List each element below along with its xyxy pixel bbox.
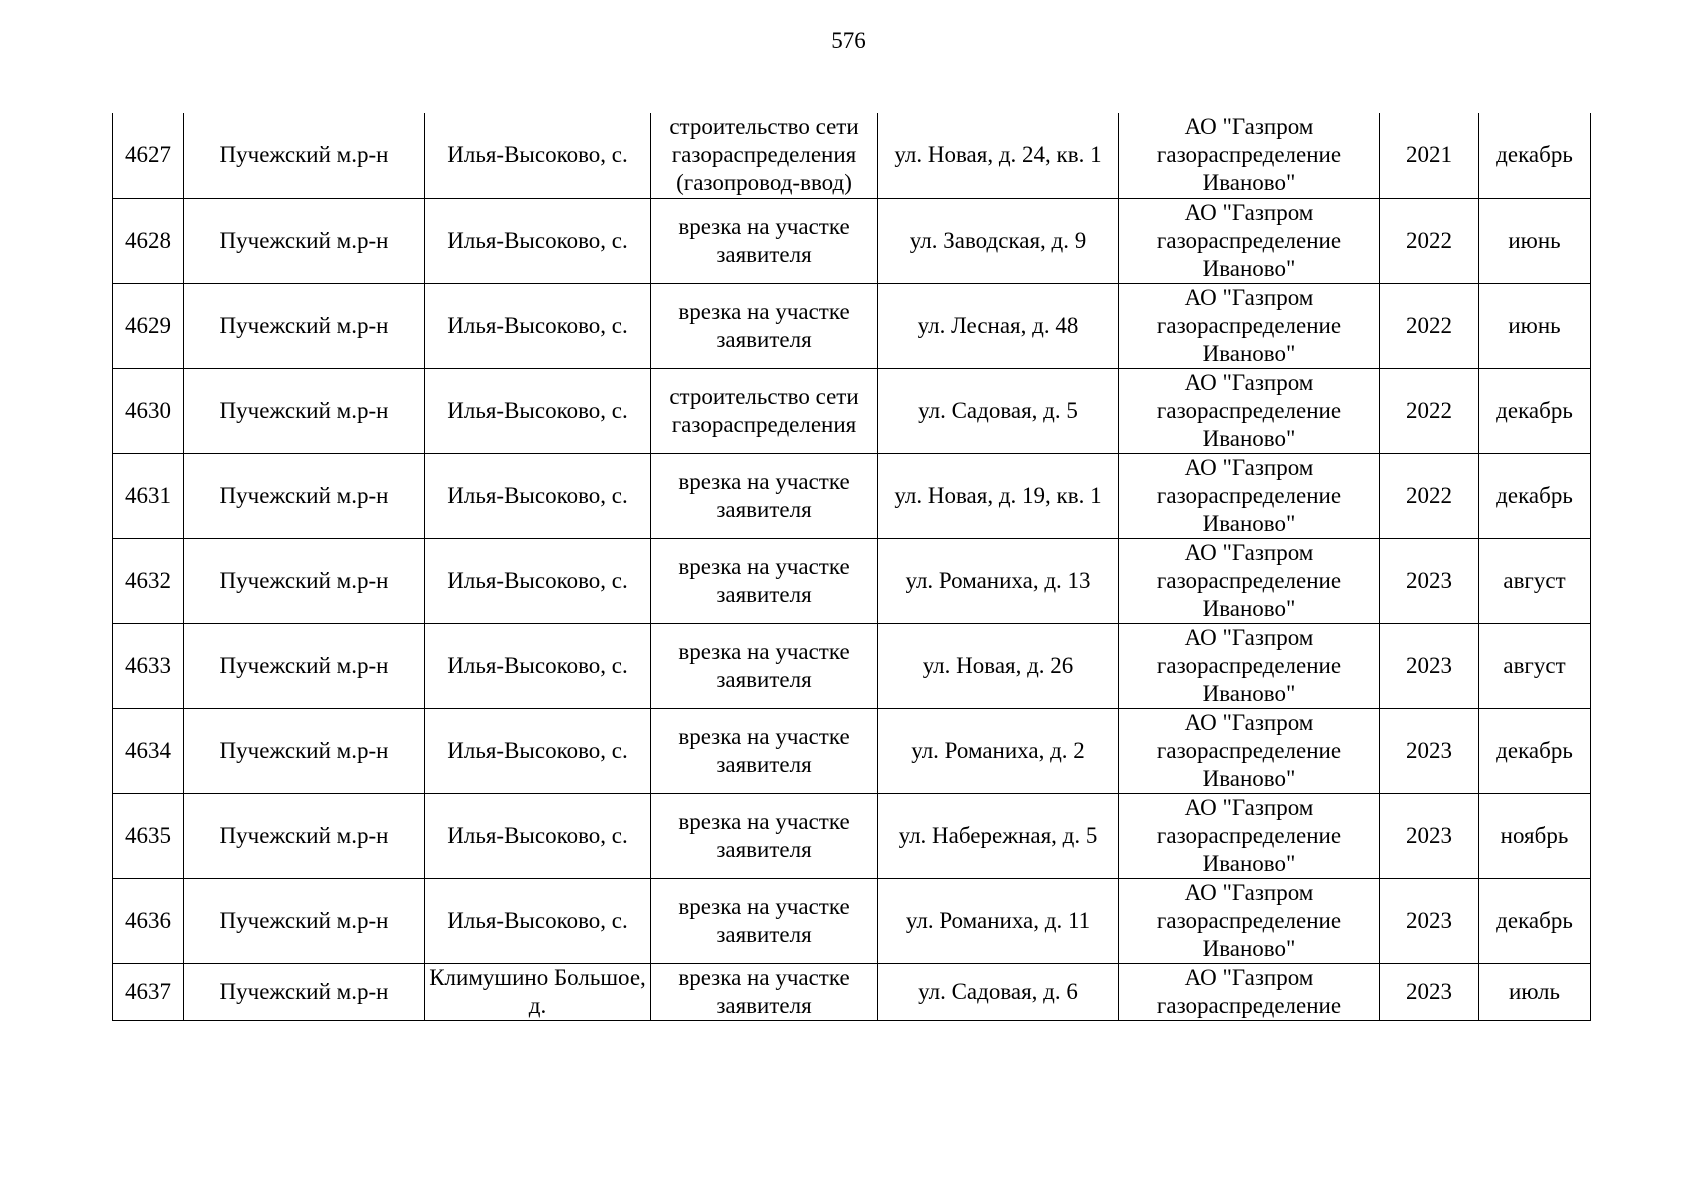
table-row <box>113 963 1591 1020</box>
cell-locality: Илья-Высоково, с. <box>425 538 651 623</box>
cell-district: Пучежский м.р-н <box>184 878 425 963</box>
cell-organization: АО "Газпром газораспределение Иваново" <box>1119 623 1380 708</box>
cell-organization: АО "Газпром газораспределение Иваново" <box>1119 793 1380 878</box>
cell-year: 2023 <box>1380 963 1479 1020</box>
cell-number: 4628 <box>113 198 184 283</box>
cell-work-type: врезка на участке заявителя <box>651 963 878 1020</box>
cell-number: 4636 <box>113 878 184 963</box>
cell-month: август <box>1479 623 1591 708</box>
cell-locality: Илья-Высоково, с. <box>425 198 651 283</box>
cell-district: Пучежский м.р-н <box>184 793 425 878</box>
cell-month: ноябрь <box>1479 793 1591 878</box>
cell-address: ул. Новая, д. 24, кв. 1 <box>878 113 1119 198</box>
cell-locality: Илья-Высоково, с. <box>425 878 651 963</box>
cell-locality: Илья-Высоково, с. <box>425 793 651 878</box>
table-row <box>113 283 1591 368</box>
cell-month: июль <box>1479 963 1591 1020</box>
cell-address: ул. Романиха, д. 11 <box>878 878 1119 963</box>
cell-organization: АО "Газпром газораспределение Иваново" <box>1119 368 1380 453</box>
cell-work-type: строительство сети газораспределения (газопровод-ввод) <box>651 113 878 198</box>
cell-work-type: врезка на участке заявителя <box>651 878 878 963</box>
cell-organization: АО "Газпром газораспределение Иваново" <box>1119 198 1380 283</box>
cell-number: 4637 <box>113 963 184 1020</box>
cell-work-type: врезка на участке заявителя <box>651 708 878 793</box>
cell-year: 2022 <box>1380 453 1479 538</box>
cell-locality: Климушино Большое, д. <box>425 963 651 1020</box>
cell-year: 2022 <box>1380 283 1479 368</box>
cell-work-type: врезка на участке заявителя <box>651 623 878 708</box>
cell-month: декабрь <box>1479 708 1591 793</box>
cell-organization: АО "Газпром газораспределение Иваново" <box>1119 878 1380 963</box>
cell-locality: Илья-Высоково, с. <box>425 368 651 453</box>
cell-year: 2022 <box>1380 198 1479 283</box>
cell-month: декабрь <box>1479 878 1591 963</box>
cell-number: 4632 <box>113 538 184 623</box>
cell-number: 4633 <box>113 623 184 708</box>
cell-month: декабрь <box>1479 113 1591 198</box>
cell-district: Пучежский м.р-н <box>184 113 425 198</box>
table-row <box>113 793 1591 878</box>
cell-district: Пучежский м.р-н <box>184 368 425 453</box>
cell-district: Пучежский м.р-н <box>184 198 425 283</box>
table-row <box>113 878 1591 963</box>
cell-address: ул. Лесная, д. 48 <box>878 283 1119 368</box>
cell-district: Пучежский м.р-н <box>184 453 425 538</box>
table-row <box>113 453 1591 538</box>
cell-organization: АО "Газпром газораспределение Иваново" <box>1119 453 1380 538</box>
cell-year: 2022 <box>1380 368 1479 453</box>
cell-locality: Илья-Высоково, с. <box>425 623 651 708</box>
cell-address: ул. Набережная, д. 5 <box>878 793 1119 878</box>
cell-work-type: врезка на участке заявителя <box>651 793 878 878</box>
page-number: 576 <box>831 28 866 53</box>
cell-locality: Илья-Высоково, с. <box>425 113 651 198</box>
cell-district: Пучежский м.р-н <box>184 538 425 623</box>
cell-number: 4634 <box>113 708 184 793</box>
cell-locality: Илья-Высоково, с. <box>425 283 651 368</box>
cell-work-type: врезка на участке заявителя <box>651 283 878 368</box>
cell-district: Пучежский м.р-н <box>184 708 425 793</box>
table-row <box>113 708 1591 793</box>
cell-work-type: врезка на участке заявителя <box>651 198 878 283</box>
cell-address: ул. Новая, д. 19, кв. 1 <box>878 453 1119 538</box>
cell-month: август <box>1479 538 1591 623</box>
cell-organization: АО "Газпром газораспределение Иваново" <box>1119 538 1380 623</box>
cell-month: декабрь <box>1479 453 1591 538</box>
cell-address: ул. Садовая, д. 5 <box>878 368 1119 453</box>
cell-year: 2023 <box>1380 878 1479 963</box>
cell-district: Пучежский м.р-н <box>184 623 425 708</box>
cell-work-type: врезка на участке заявителя <box>651 538 878 623</box>
table-row <box>113 538 1591 623</box>
cell-month: декабрь <box>1479 368 1591 453</box>
cell-number: 4635 <box>113 793 184 878</box>
cell-address: ул. Садовая, д. 6 <box>878 963 1119 1020</box>
cell-district: Пучежский м.р-н <box>184 963 425 1020</box>
cell-organization: АО "Газпром газораспределение Иваново" <box>1119 283 1380 368</box>
cell-number: 4629 <box>113 283 184 368</box>
cell-locality: Илья-Высоково, с. <box>425 453 651 538</box>
cell-address: ул. Романиха, д. 13 <box>878 538 1119 623</box>
table-body <box>113 113 1591 1020</box>
cell-address: ул. Заводская, д. 9 <box>878 198 1119 283</box>
table-row <box>113 198 1591 283</box>
cell-district: Пучежский м.р-н <box>184 283 425 368</box>
cell-number: 4630 <box>113 368 184 453</box>
cell-organization: АО "Газпром газораспределение Иваново" <box>1119 113 1380 198</box>
table-row <box>113 368 1591 453</box>
table-row <box>113 113 1591 198</box>
cell-month: июнь <box>1479 198 1591 283</box>
cell-work-type: строительство сети газораспределения <box>651 368 878 453</box>
cell-year: 2023 <box>1380 623 1479 708</box>
cell-organization: АО "Газпром газораспределение Иваново" <box>1119 708 1380 793</box>
cell-month: июнь <box>1479 283 1591 368</box>
cell-address: ул. Романиха, д. 2 <box>878 708 1119 793</box>
cell-address: ул. Новая, д. 26 <box>878 623 1119 708</box>
cell-year: 2023 <box>1380 708 1479 793</box>
cell-locality: Илья-Высоково, с. <box>425 708 651 793</box>
cell-work-type: врезка на участке заявителя <box>651 453 878 538</box>
cell-year: 2023 <box>1380 793 1479 878</box>
gas-connection-table <box>112 113 1591 1021</box>
cell-number: 4631 <box>113 453 184 538</box>
table-row <box>113 623 1591 708</box>
cell-organization: АО "Газпром газораспределение <box>1119 963 1380 1020</box>
cell-year: 2021 <box>1380 113 1479 198</box>
cell-number: 4627 <box>113 113 184 198</box>
cell-year: 2023 <box>1380 538 1479 623</box>
